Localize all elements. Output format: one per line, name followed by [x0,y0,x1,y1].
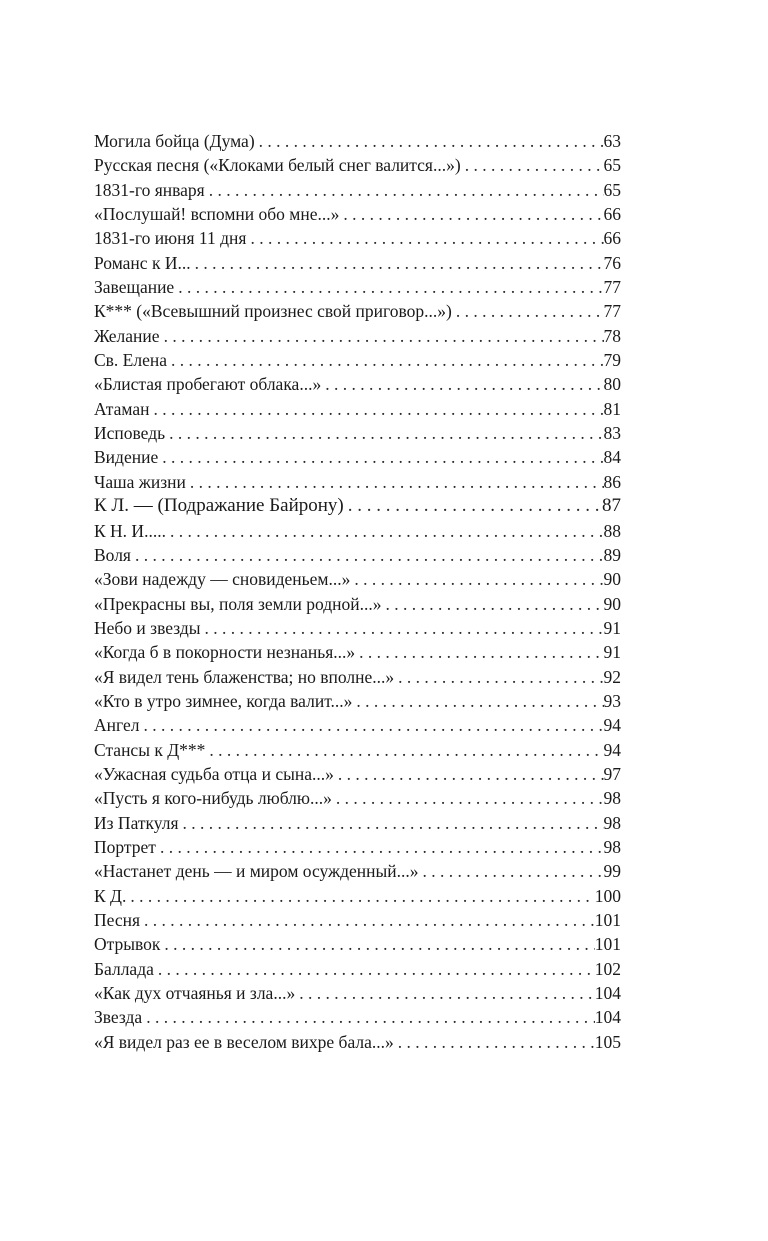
dot-leader [160,932,594,956]
toc-entry-title: Воля [94,544,131,565]
toc-entry-title: Звезда [94,1007,143,1028]
toc-entry-page-number: 105 [594,1031,621,1052]
toc-entry-page-number: 87 [602,495,621,517]
toc-entry-title: Видение [94,447,159,468]
toc-entry [94,299,621,323]
toc-entry-title: «Прекрасны вы, поля земли родной...» [94,593,382,614]
toc-entry-title: Чаша жизни [94,471,186,492]
toc-entry [94,932,621,956]
toc-entry-page-number: 98 [603,836,621,857]
toc-entry-page-number: 65 [603,155,621,176]
toc-entry-title: Исповедь [94,423,166,444]
dot-leader [295,981,595,1005]
dot-leader [165,421,603,445]
toc-entry [94,421,621,445]
toc-entry-page-number: 93 [603,690,621,711]
toc-entry-page-number: 101 [594,934,621,955]
toc-entry-title: «Блистая пробегают облака...» [94,374,322,395]
toc-entry [94,178,621,202]
toc-entry-page-number: 91 [603,617,621,638]
toc-entry-title: Из Паткуля [94,812,179,833]
toc-entry [94,1005,621,1029]
toc-entry-title: Портрет [94,836,156,857]
toc-entry-page-number: 78 [603,325,621,346]
toc-entry [94,519,621,543]
dot-leader [255,129,604,153]
dot-leader [142,1005,595,1029]
toc-entry-page-number: 84 [603,447,621,468]
dot-leader [394,1030,595,1054]
toc-entry-title: «Ужасная судьба отца и сына...» [94,763,334,784]
toc-entry [94,981,621,1005]
toc-entry-page-number: 98 [603,788,621,809]
dot-leader [205,178,604,202]
toc-entry [94,762,621,786]
dot-leader [154,957,595,981]
dot-leader [350,567,603,591]
toc-entry-title: «Как дух отчаянья и зла...» [94,983,296,1004]
toc-entry-title: Песня [94,910,141,930]
toc-entry-title: «Кто в утро зимнее, когда валит...» [94,690,353,711]
toc-entry [94,226,621,250]
toc-entry-page-number: 80 [603,374,621,395]
toc-entry-page-number: 101 [594,910,621,930]
dot-leader [382,592,604,616]
toc-entry-page-number: 100 [594,885,621,906]
dot-leader [186,470,604,494]
dot-leader [201,616,604,640]
toc-entry [94,592,621,616]
dot-leader [321,372,603,396]
dot-leader [339,202,603,226]
toc-entry-page-number: 66 [603,204,621,225]
toc-entry [94,251,621,275]
toc-entry [94,543,621,567]
dot-leader [167,348,603,372]
toc-entry-title: К Д. [94,885,127,906]
toc-entry-title: Ангел [94,715,140,736]
toc-entry-page-number: 66 [603,228,621,249]
toc-entry-page-number: 104 [594,983,621,1004]
toc-entry [94,786,621,810]
toc-entry-title: Небо и звезды [94,617,201,638]
dot-leader [156,835,604,859]
toc-entry-title: Желание [94,325,160,346]
toc-entry-page-number: 92 [603,666,621,687]
toc-entry [94,908,621,932]
toc-entry-page-number: 94 [603,715,621,736]
toc-entry-page-number: 65 [603,179,621,200]
toc-entry-title: «Пусть я кого-нибудь люблю...» [94,788,332,809]
toc-entry [94,153,621,177]
dot-leader [246,226,603,250]
toc-entry-page-number: 104 [594,1007,621,1028]
dot-leader [139,713,603,737]
toc-entry-page-number: 79 [603,350,621,371]
toc-entry-page-number: 98 [603,812,621,833]
toc-entry [94,1030,621,1054]
toc-entry-page-number: 63 [603,131,621,151]
dot-leader [205,738,603,762]
dot-leader [131,543,604,567]
toc-entry-title: К*** («Всевышний произнес свой приговор...») [94,301,452,322]
toc-entry-title: Русская песня («Клоками белый снег валится...») [94,155,461,176]
toc-entry-title: Баллада [94,958,154,979]
toc-entry-title: Завещание [94,277,175,298]
toc-entry-page-number: 89 [603,544,621,565]
toc-entry [94,616,621,640]
toc-entry [94,202,621,226]
dot-leader [140,908,595,932]
toc-entry-page-number: 99 [603,861,621,882]
toc-entry-page-number: 94 [603,739,621,760]
toc-entry [94,348,621,372]
table-of-contents [94,129,621,1054]
toc-entry [94,835,621,859]
toc-entry-page-number: 91 [603,642,621,663]
dot-leader [452,299,604,323]
dot-leader [166,519,604,543]
dot-leader [394,665,603,689]
toc-entry-title: К Л. — (Подражание Байрону) [94,495,344,517]
toc-entry-page-number: 88 [603,520,621,541]
toc-entry-page-number: 102 [594,958,621,979]
toc-entry-title: 1831-го июня 11 дня [94,228,247,249]
toc-entry [94,665,621,689]
toc-entry [94,129,621,153]
toc-entry [94,397,621,421]
toc-entry-title: 1831-го января [94,179,205,200]
toc-entry-title: Атаман [94,398,150,419]
dot-leader [158,445,603,469]
dot-leader [126,884,594,908]
toc-entry [94,275,621,299]
toc-entry-page-number: 76 [603,252,621,273]
toc-entry-page-number: 90 [603,569,621,590]
toc-entry-title: Романс к И... [94,252,191,273]
toc-entry-title: Стансы к Д*** [94,739,206,760]
dot-leader [160,324,604,348]
toc-entry [94,957,621,981]
toc-entry-title: «Я видел тень блаженства; но вполне...» [94,666,395,687]
toc-entry-title: «Настанет день — и миром осужденный...» [94,861,419,882]
toc-entry [94,689,621,713]
dot-leader [355,640,603,664]
toc-entry [94,567,621,591]
dot-leader [149,397,603,421]
toc-entry-title: К Н. И..... [94,520,166,541]
toc-entry [94,811,621,835]
toc-entry-page-number: 81 [603,398,621,419]
toc-entry [94,372,621,396]
toc-entry-title: «Когда б в покорности незнанья...» [94,642,356,663]
toc-entry-page-number: 97 [603,763,621,784]
toc-entry-title: Могила бойца (Дума) [94,131,255,151]
dot-leader [419,859,604,883]
dot-leader [174,275,603,299]
toc-entry-title: «Послушай! вспомни обо мне...» [94,204,340,225]
toc-entry-page-number: 86 [603,471,621,492]
dot-leader [332,786,604,810]
toc-entry [94,738,621,762]
toc-entry-page-number: 77 [603,301,621,322]
dot-leader [179,811,604,835]
toc-entry [94,494,621,518]
toc-entry [94,859,621,883]
toc-entry-page-number: 90 [603,593,621,614]
toc-entry-title: Св. Елена [94,350,168,371]
toc-entry [94,445,621,469]
dot-leader [334,762,604,786]
toc-entry [94,640,621,664]
toc-entry [94,713,621,737]
toc-entry-title: «Я видел раз ее в веселом вихре бала...» [94,1031,394,1052]
toc-entry-page-number: 83 [603,423,621,444]
dot-leader [461,153,604,177]
toc-entry [94,470,621,494]
toc-entry-page-number: 77 [603,277,621,298]
toc-entry [94,884,621,908]
dot-leader [352,689,603,713]
toc-entry-title: Отрывок [94,934,161,955]
dot-leader [344,494,602,518]
toc-entry-title: «Зови надежду — сновиденьем...» [94,569,351,590]
toc-entry [94,324,621,348]
dot-leader [191,251,604,275]
